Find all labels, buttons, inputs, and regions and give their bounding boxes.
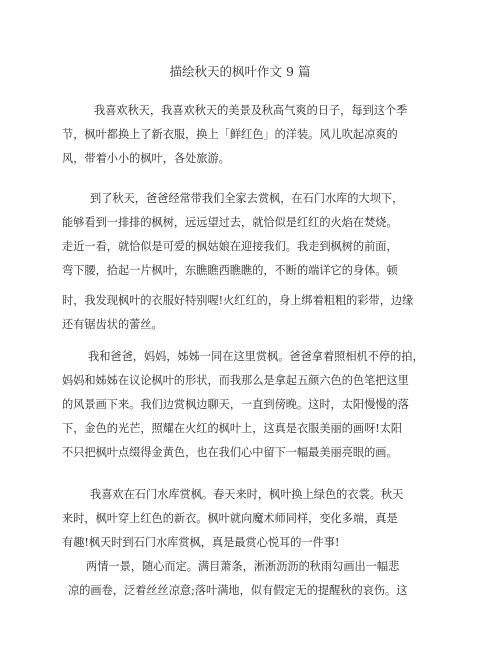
text-line: 妈妈和姊姊在议论枫叶的形状，而我那么是拿起五颜六色的色笔把这里 xyxy=(62,374,409,387)
text-line: 我喜欢秋天，我喜欢秋天的美景及秋高气爽的日子，每到这个季 xyxy=(94,104,408,117)
text-line: 两情一景，随心而定。满目萧条，淅淅沥沥的秋雨勾画出一幅悲 xyxy=(86,560,400,573)
text-line: 凉的画卷，泛着丝丝凉意;落叶满地，似有假定无的提醒秋的哀伤。这 xyxy=(68,584,408,597)
text-line: 弯下腰，拾起一片枫叶，东瞧瞧西瞧瞧的，不断的端详它的身体。顿 xyxy=(62,264,398,277)
text-line: 来时，枫叶穿上红色的新衣。枫叶就向魔术师同样，变化多端，真是 xyxy=(62,512,398,525)
text-line: 风，带着小小的枫叶，各处旅游。 xyxy=(62,152,230,165)
text-line: 到了秋天，爸爸经常带我们全家去赏枫，在石门水库的大坝下， xyxy=(90,192,404,205)
text-line: 的风景画下来。我们边赏枫边聊天，一直到傍晚。这时，太阳慢慢的落 xyxy=(62,398,409,411)
text-line: 走近一看，就恰似是可爱的枫姑娘在迎接我们。我走到枫树的前面， xyxy=(62,240,398,253)
text-line: 时，我发现枫叶的衣服好特别喔!火红红的，身上绑着粗粗的彩带，边缘 xyxy=(62,294,414,307)
text-line: 节，枫叶都换上了新衣服，换上「鲜红色」的洋装。风儿吹起凉爽的 xyxy=(62,128,398,141)
text-line: 我喜欢在石门水库赏枫。春天来时，枫叶换上绿色的衣裳。秋天 xyxy=(90,488,404,501)
text-line: 不只把枫叶点缀得金黄色，也在我们心中留下一幅最美丽亮眼的画。 xyxy=(62,446,398,459)
text-line: 有趣!枫天时到石门水库赏枫，真是最赏心悦耳的一件事! xyxy=(62,536,340,549)
text-line: 下，金色的光芒，照耀在火红的枫叶上，这真是衣服美丽的画呀!太阳 xyxy=(62,422,403,435)
text-line: 还有锯齿状的蕾丝。 xyxy=(62,318,163,331)
document-title: 描绘秋天的枫叶作文 9 篇 xyxy=(169,64,311,79)
text-line: 能够看到一排排的枫树，远远望过去，就恰似是红红的火焰在焚烧。 xyxy=(62,216,398,229)
text-line: 我和爸爸，妈妈，姊姊一同在这里赏枫。爸爸拿着照相机不停的拍， xyxy=(88,350,424,363)
